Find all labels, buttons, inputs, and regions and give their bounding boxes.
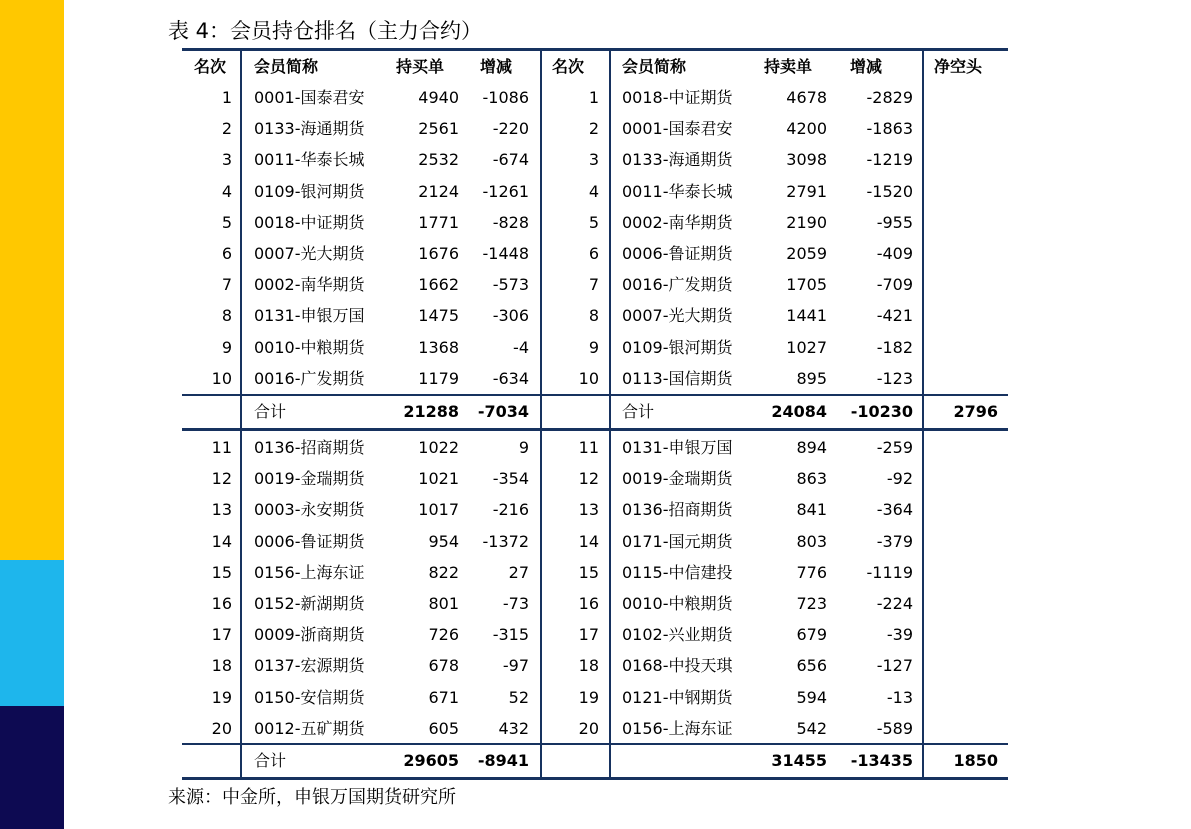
table-row <box>182 713 1008 744</box>
sell-volume-cell: 594 <box>796 687 827 707</box>
sell-change-cell: -1520 <box>866 181 913 201</box>
rank-cell: 2 <box>588 119 599 139</box>
member-cell: 0136-招商期货 <box>622 500 733 520</box>
sell-volume-cell: 679 <box>796 625 827 645</box>
sell-change-cell: -259 <box>876 438 913 457</box>
table-row <box>182 588 1008 619</box>
rank-cell: 6 <box>221 244 232 263</box>
buy-change-cell: -1086 <box>482 88 529 107</box>
member-cell: 0006-鲁证期货 <box>254 531 365 551</box>
member-cell: 0019-金瑞期货 <box>254 469 365 489</box>
rank-cell: 18 <box>578 656 599 676</box>
sell-change-cell: -589 <box>876 718 913 738</box>
buy-change-cell: -73 <box>502 594 529 613</box>
table-row <box>182 682 1008 713</box>
member-cell: 0102-兴业期货 <box>622 625 733 645</box>
buy-volume-cell: 1475 <box>418 306 459 326</box>
buy-change-cell: -1372 <box>482 531 529 551</box>
sell-volume-cell: 1441 <box>786 306 827 326</box>
subtotal1-bottom-rule <box>182 428 1008 431</box>
subtotal-label: 合计 <box>622 402 655 421</box>
table-row <box>182 269 1008 300</box>
subtotal-buy: 29605 <box>403 751 459 770</box>
rank-cell: 7 <box>588 275 599 295</box>
buy-volume-cell: 1676 <box>418 244 459 263</box>
side-color-band <box>0 0 64 829</box>
buy-volume-cell: 1771 <box>418 212 459 232</box>
subtotal-row <box>182 396 1008 427</box>
rank-cell: 3 <box>588 150 599 170</box>
rank-cell: 13 <box>211 500 232 520</box>
sell-volume-cell: 776 <box>796 562 827 582</box>
member-cell: 0010-中粮期货 <box>254 337 365 357</box>
member-cell: 0133-海通期货 <box>622 150 733 170</box>
table-row <box>182 494 1008 525</box>
member-cell: 0115-中信建投 <box>622 562 733 582</box>
rank-cell: 17 <box>578 625 599 645</box>
subtotal-sell: 24084 <box>771 402 827 421</box>
buy-volume-cell: 678 <box>428 656 459 676</box>
member-cell: 0007-光大期货 <box>254 244 365 263</box>
sell-change-cell: -39 <box>886 625 913 645</box>
sell-change-cell: -421 <box>876 306 913 326</box>
member-cell: 0006-鲁证期货 <box>622 244 733 263</box>
subtotal-buy: 21288 <box>403 402 459 421</box>
sell-volume-cell: 803 <box>796 531 827 551</box>
rank-cell: 15 <box>211 562 232 582</box>
buy-volume-cell: 1017 <box>418 500 459 520</box>
member-cell: 0113-国信期货 <box>622 368 733 388</box>
buy-change-cell: -97 <box>502 656 529 676</box>
buy-volume-cell: 954 <box>428 531 459 551</box>
sell-change-cell: -364 <box>876 500 913 520</box>
member-cell: 0010-中粮期货 <box>622 594 733 613</box>
rank-cell: 1 <box>221 88 232 107</box>
table-row <box>182 650 1008 681</box>
buy-volume-cell: 2124 <box>418 181 459 201</box>
rank-cell: 1 <box>588 88 599 107</box>
member-cell: 0001-国泰君安 <box>622 119 733 139</box>
buy-volume-cell: 671 <box>428 687 459 707</box>
table-row <box>182 113 1008 144</box>
sell-change-cell: -123 <box>876 368 913 388</box>
header-buy-volume: 持买单 <box>396 57 445 76</box>
table-row <box>182 363 1008 394</box>
side-band-navy <box>0 706 64 829</box>
sell-change-cell: -92 <box>886 469 913 489</box>
rank-cell: 5 <box>588 212 599 232</box>
table-row <box>182 238 1008 269</box>
member-cell: 0002-南华期货 <box>254 275 365 295</box>
member-cell: 0131-申银万国 <box>254 306 365 326</box>
sell-change-cell: -709 <box>876 275 913 295</box>
header-member: 会员简称 <box>254 57 319 76</box>
sell-change-cell: -379 <box>876 531 913 551</box>
rank-cell: 5 <box>221 212 232 232</box>
member-cell: 0011-华泰长城 <box>622 181 733 201</box>
member-cell: 0156-上海东证 <box>254 562 365 582</box>
rank-cell: 15 <box>578 562 599 582</box>
source-note: 来源：中金所，申银万国期货研究所 <box>168 787 456 808</box>
rank-cell: 19 <box>578 687 599 707</box>
sell-volume-cell: 723 <box>796 594 827 613</box>
subtotal-net-short: 2796 <box>953 402 998 421</box>
member-cell: 0012-五矿期货 <box>254 718 365 738</box>
buy-volume-cell: 1368 <box>418 337 459 357</box>
table-row <box>182 300 1008 331</box>
sell-volume-cell: 2791 <box>786 181 827 201</box>
subtotal-sell-change: -13435 <box>850 751 913 770</box>
member-cell: 0018-中证期货 <box>254 212 365 232</box>
buy-change-cell: -1261 <box>482 181 529 201</box>
header-row <box>182 51 1008 82</box>
table-row <box>182 207 1008 238</box>
table-row <box>182 176 1008 207</box>
rank-cell: 20 <box>578 718 599 738</box>
sell-volume-cell: 2190 <box>786 212 827 232</box>
member-cell: 0002-南华期货 <box>622 212 733 232</box>
header-net-short: 净空头 <box>934 57 983 76</box>
header-buy-change: 增减 <box>480 57 513 76</box>
buy-change-cell: -674 <box>492 150 529 170</box>
buy-volume-cell: 605 <box>428 718 459 738</box>
sell-change-cell: -1219 <box>866 150 913 170</box>
header-rank: 名次 <box>194 57 227 76</box>
header-sell-volume: 持卖单 <box>764 57 813 76</box>
sell-change-cell: -13 <box>886 687 913 707</box>
table-row <box>182 144 1008 175</box>
rank-cell: 19 <box>211 687 232 707</box>
buy-change-cell: 9 <box>518 438 529 457</box>
rank-cell: 20 <box>211 718 232 738</box>
sell-volume-cell: 2059 <box>786 244 827 263</box>
buy-volume-cell: 2561 <box>418 119 459 139</box>
position-ranking-table <box>182 48 1008 780</box>
sell-volume-cell: 841 <box>796 500 827 520</box>
sell-volume-cell: 1705 <box>786 275 827 295</box>
rank-cell: 18 <box>211 656 232 676</box>
buy-volume-cell: 822 <box>428 562 459 582</box>
subtotal-label: 合计 <box>254 402 287 421</box>
sell-change-cell: -182 <box>876 337 913 357</box>
member-cell: 0016-广发期货 <box>622 275 733 295</box>
table-row <box>182 432 1008 463</box>
member-cell: 0016-广发期货 <box>254 368 365 388</box>
buy-volume-cell: 801 <box>428 594 459 613</box>
table-row <box>182 619 1008 650</box>
buy-change-cell: -828 <box>492 212 529 232</box>
table-row <box>182 463 1008 494</box>
buy-change-cell: 52 <box>508 687 529 707</box>
sell-volume-cell: 895 <box>796 368 827 388</box>
subtotal-sell: 31455 <box>771 751 827 770</box>
member-cell: 0109-银河期货 <box>254 181 365 201</box>
table-title: 表 4：会员持仓排名（主力合约） <box>168 19 483 43</box>
buy-change-cell: -634 <box>492 368 529 388</box>
subtotal-label: 合计 <box>254 751 287 770</box>
sell-change-cell: -955 <box>876 212 913 232</box>
rank-cell: 9 <box>221 337 232 357</box>
buy-change-cell: -216 <box>492 500 529 520</box>
rank-cell: 14 <box>211 531 232 551</box>
buy-volume-cell: 726 <box>428 625 459 645</box>
member-cell: 0168-中投天琪 <box>622 656 733 676</box>
member-cell: 0121-中钢期货 <box>622 687 733 707</box>
buy-volume-cell: 1179 <box>418 368 459 388</box>
member-cell: 0152-新湖期货 <box>254 594 365 613</box>
member-cell: 0133-海通期货 <box>254 119 365 139</box>
buy-change-cell: -4 <box>513 337 529 357</box>
member-cell: 0131-申银万国 <box>622 438 733 457</box>
rank-cell: 6 <box>588 244 599 263</box>
rank-cell: 7 <box>221 275 232 295</box>
rank-cell: 8 <box>588 306 599 326</box>
member-cell: 0019-金瑞期货 <box>622 469 733 489</box>
buy-change-cell: -315 <box>492 625 529 645</box>
member-cell: 0003-永安期货 <box>254 500 365 520</box>
sell-volume-cell: 863 <box>796 469 827 489</box>
rank-cell: 10 <box>211 368 232 388</box>
member-cell: 0009-浙商期货 <box>254 625 365 645</box>
buy-change-cell: -306 <box>492 306 529 326</box>
sell-change-cell: -1863 <box>866 119 913 139</box>
member-cell: 0136-招商期货 <box>254 438 365 457</box>
subtotal-sell-change: -10230 <box>850 402 913 421</box>
sell-volume-cell: 656 <box>796 656 827 676</box>
rank-cell: 17 <box>211 625 232 645</box>
table-row <box>182 82 1008 113</box>
buy-volume-cell: 2532 <box>418 150 459 170</box>
rank-cell: 4 <box>221 181 232 201</box>
buy-volume-cell: 1022 <box>418 438 459 457</box>
rank-cell: 13 <box>578 500 599 520</box>
buy-change-cell: -220 <box>492 119 529 139</box>
member-cell: 0137-宏源期货 <box>254 656 365 676</box>
rank-cell: 14 <box>578 531 599 551</box>
subtotal-net-short: 1850 <box>953 751 998 770</box>
sell-change-cell: -127 <box>876 656 913 676</box>
buy-change-cell: -354 <box>492 469 529 489</box>
sell-volume-cell: 542 <box>796 718 827 738</box>
rank-cell: 12 <box>578 469 599 489</box>
buy-change-cell: 27 <box>508 562 529 582</box>
sell-change-cell: -224 <box>876 594 913 613</box>
sell-change-cell: -409 <box>876 244 913 263</box>
rank-cell: 12 <box>211 469 232 489</box>
side-band-yellow <box>0 0 64 560</box>
rank-cell: 3 <box>221 150 232 170</box>
rank-cell: 8 <box>221 306 232 326</box>
rank-cell: 10 <box>578 368 599 388</box>
header-rank: 名次 <box>552 57 585 76</box>
buy-volume-cell: 4940 <box>418 88 459 107</box>
subtotal-row <box>182 745 1008 776</box>
buy-volume-cell: 1021 <box>418 469 459 489</box>
table-row <box>182 557 1008 588</box>
table-row <box>182 332 1008 363</box>
sell-volume-cell: 1027 <box>786 337 827 357</box>
buy-volume-cell: 1662 <box>418 275 459 295</box>
table-row <box>182 526 1008 557</box>
member-cell: 0150-安信期货 <box>254 687 365 707</box>
rank-cell: 11 <box>211 438 232 457</box>
table-bottom-rule <box>182 777 1008 780</box>
rank-cell: 16 <box>578 594 599 613</box>
member-cell: 0011-华泰长城 <box>254 150 365 170</box>
rank-cell: 4 <box>588 181 599 201</box>
sell-volume-cell: 4200 <box>786 119 827 139</box>
header-sell-change: 增减 <box>850 57 883 76</box>
member-cell: 0001-国泰君安 <box>254 88 365 107</box>
sell-change-cell: -2829 <box>866 88 913 107</box>
member-cell: 0007-光大期货 <box>622 306 733 326</box>
header-member: 会员简称 <box>622 57 687 76</box>
member-cell: 0171-国元期货 <box>622 531 733 551</box>
subtotal-buy-change: -7034 <box>477 402 529 421</box>
rank-cell: 11 <box>578 438 599 457</box>
rank-cell: 2 <box>221 119 232 139</box>
member-cell: 0109-银河期货 <box>622 337 733 357</box>
buy-change-cell: 432 <box>498 718 529 738</box>
sell-change-cell: -1119 <box>866 562 913 582</box>
buy-change-cell: -1448 <box>482 244 529 263</box>
rank-cell: 9 <box>588 337 599 357</box>
sell-volume-cell: 3098 <box>786 150 827 170</box>
sell-volume-cell: 894 <box>796 438 827 457</box>
buy-change-cell: -573 <box>492 275 529 295</box>
subtotal-buy-change: -8941 <box>477 751 529 770</box>
member-cell: 0018-中证期货 <box>622 88 733 107</box>
sell-volume-cell: 4678 <box>786 88 827 107</box>
member-cell: 0156-上海东证 <box>622 718 733 738</box>
side-band-cyan <box>0 560 64 706</box>
rank-cell: 16 <box>211 594 232 613</box>
